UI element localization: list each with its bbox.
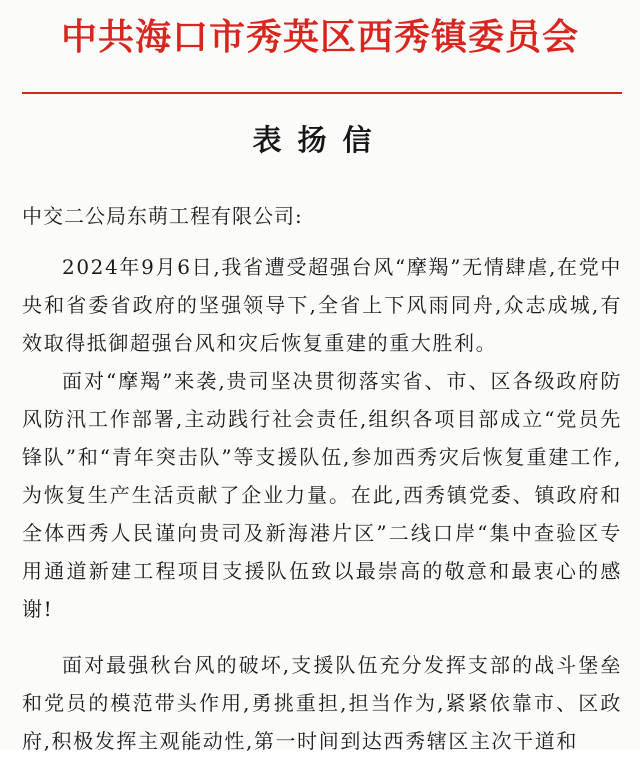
paragraph-typhoon-event: 2024年9月6日,我省遭受超强台风“摩羯”无情肆虐,在党中央和省委省政府的坚强领导下,全省上下风雨同舟,众志成城,有效取得抵御超强台风和灾后恢复重建的重大胜利。 <box>22 255 622 355</box>
salutation: 中交二公局东萌工程有限公司: <box>22 204 303 228</box>
paragraph-team-action: 面对最强秋台风的破坏,支援队伍充分发挥支部的战斗堡垒和党员的模范带头作用,勇挑重担,担当作为,紧紧依靠市、区政府,积极发挥主观能动性,第一时间到达西秀辖区主次干道和 <box>22 653 622 753</box>
document-title: 表扬信 <box>252 123 388 157</box>
letterhead-red-rule <box>22 92 622 94</box>
paragraph-company-support: 面对“摩羯”来袭,贵司坚决贯彻落实省、市、区各级政府防风防汛工作部署,主动践行社会责任,组织各项目部成立“党员先锋队”和“青年突击队”等支援队伍,参加西秀灾后恢复重建工作,为恢复生产生活贡献了企业力量。在此,西秀镇党委、镇政府和全体西秀人民谨向贵司及新海港片区”二线口岸“集中查验区专用通道新建工程项目支援队伍致以最崇高的敬意和最衷心的感谢! <box>22 369 622 621</box>
letterhead-org-name: 中共海口市秀英区西秀镇委员会 <box>60 17 579 58</box>
